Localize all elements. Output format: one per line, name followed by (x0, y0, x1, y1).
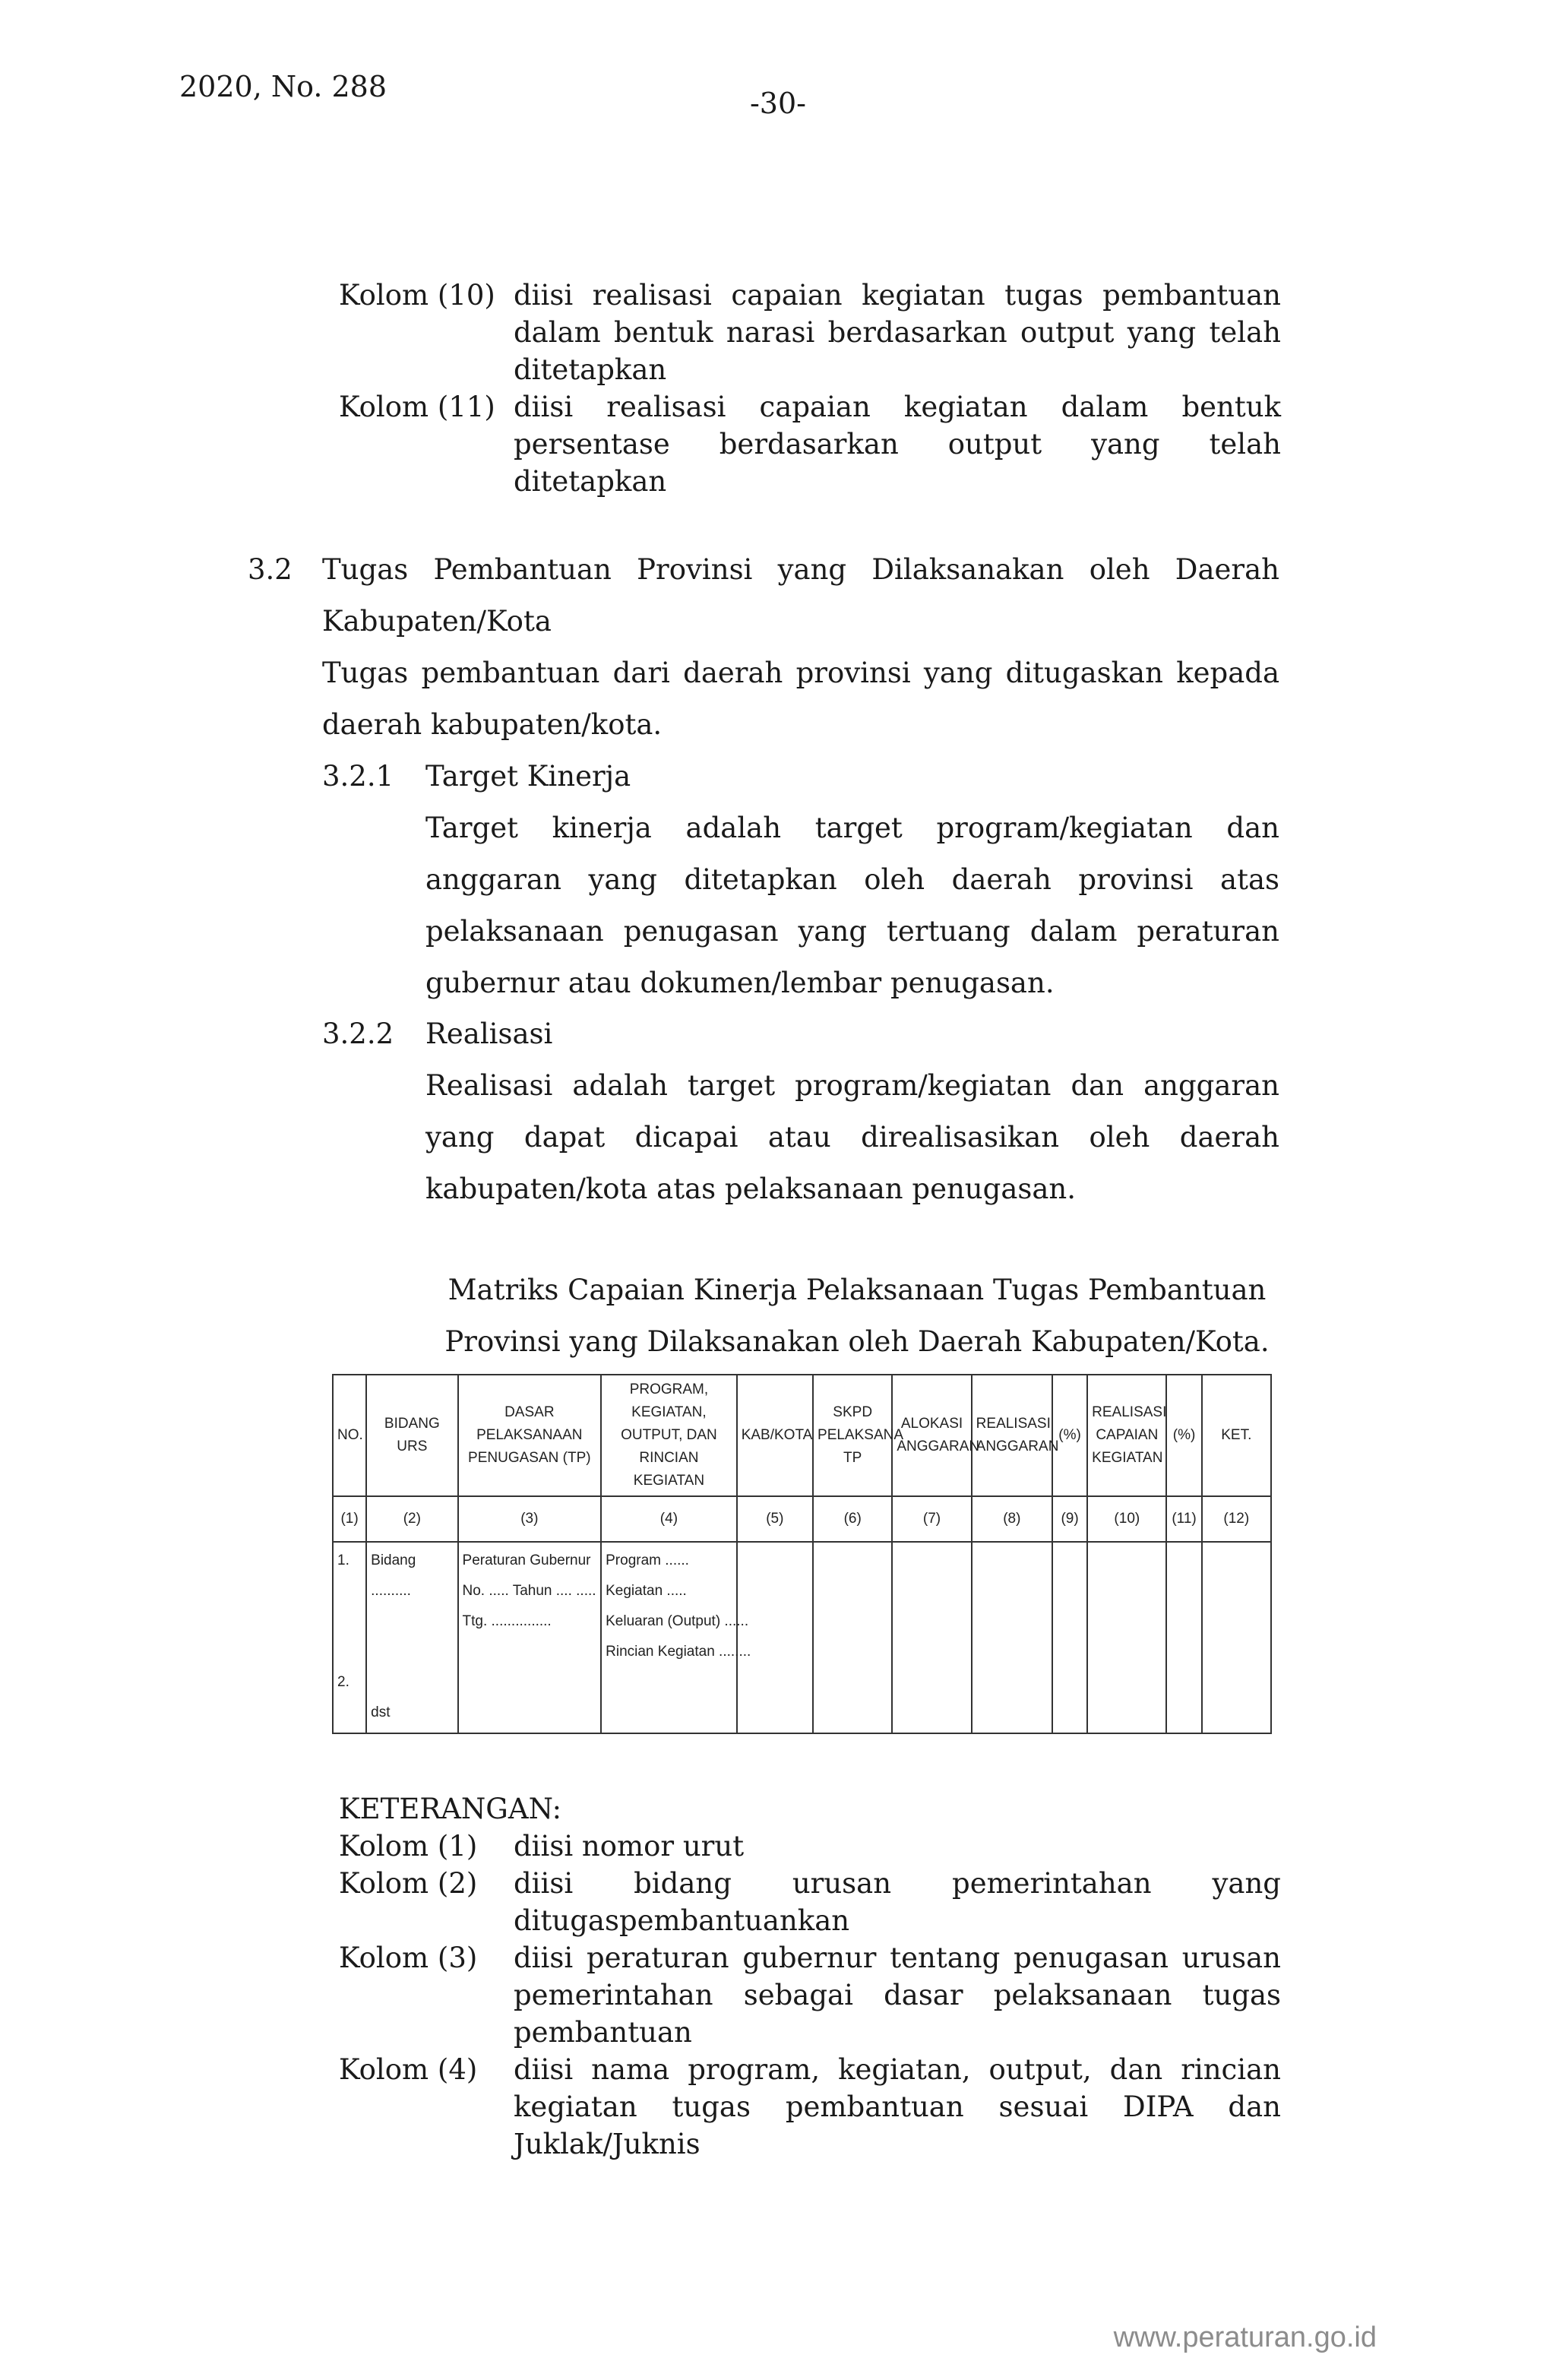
section-intro: Tugas pembantuan dari daerah provinsi yang ditugaskan kepada daerah kabupaten/kota. (322, 657, 1279, 741)
header-cell: SKPD PELAKSANA TP (813, 1375, 892, 1496)
column-number-cell: (7) (892, 1496, 971, 1542)
bidang-value: dst (371, 1704, 391, 1720)
empty-cell (1202, 1542, 1271, 1733)
header-cell: DASAR PELAKSANAAN PENUGASAN (TP) (458, 1375, 602, 1496)
website-link[interactable]: www.peraturan.go.id (1113, 2321, 1377, 2353)
matrix-caption-line1: Matriks Capaian Kinerja Pelaksanaan Tugas Pembantuan (448, 1274, 1267, 1306)
column-number-cell: (9) (1052, 1496, 1087, 1542)
column-number-cell: (11) (1166, 1496, 1201, 1542)
header-cell: NO. (333, 1375, 366, 1496)
keterangan-desc: diisi peraturan gubernur tentang penugasan urusan pemerintahan sebagai dasar pelaksanaan tugas pembantuan (514, 1942, 1281, 2049)
dasar-cell (458, 1542, 602, 1733)
subsection-number: 3.2.2 (322, 1018, 394, 1050)
program-line: Keluaran (Output) ...... (606, 1613, 749, 1629)
matrix-header-row (333, 1375, 1271, 1496)
column-desc: diisi realisasi capaian kegiatan dalam bentuk persentase berdasarkan output yang telah ditetapkan (514, 391, 1281, 498)
keterangan-term: Kolom (1) (339, 1830, 478, 1863)
empty-cell (737, 1542, 813, 1733)
column-number-cell: (1) (333, 1496, 366, 1542)
empty-cell (1166, 1542, 1201, 1733)
program-line: Kegiatan ..... (606, 1583, 687, 1599)
matrix-column-number-row (333, 1496, 1271, 1542)
page-number: -30- (749, 87, 807, 120)
column-number-cell: (12) (1202, 1496, 1271, 1542)
row-number: 2. (337, 1674, 349, 1690)
column-number-cell: (4) (601, 1496, 737, 1542)
keterangan-title: KETERANGAN: (339, 1793, 562, 1825)
empty-cell (1087, 1542, 1166, 1733)
header-cell: ALOKASI ANGGARAN (892, 1375, 971, 1496)
section-title: Tugas Pembantuan Provinsi yang Dilaksanakan oleh Daerah Kabupaten/Kota (322, 553, 1279, 638)
column-term: Kolom (11) (339, 391, 495, 423)
subsection-text: Realisasi adalah target program/kegiatan dan anggaran yang dapat dicapai atau direalisasikan oleh daerah kabupaten/kota atas pelaksanaan penugasan. (425, 1069, 1279, 1205)
column-number-cell: (6) (813, 1496, 892, 1542)
keterangan-desc: diisi nomor urut (514, 1830, 745, 1863)
empty-cell (892, 1542, 971, 1733)
bidang-value: Bidang .......... (371, 1552, 416, 1599)
subsection-number: 3.2.1 (322, 760, 394, 793)
subsection-text: Target kinerja adalah target program/kegiatan dan anggaran yang ditetapkan oleh daerah provinsi atas pelaksanaan penugasan yang tertuang dalam peraturan gubernur atau dokumen/lembar penugasan. (425, 812, 1279, 999)
header-cell: REALISASI CAPAIAN KEGIATAN (1087, 1375, 1166, 1496)
document-number: 2020, No. 288 (179, 70, 387, 103)
column-desc: diisi realisasi capaian kegiatan tugas pembantuan dalam bentuk narasi berdasarkan output yang telah ditetapkan (514, 279, 1281, 386)
program-cell (601, 1542, 751, 1733)
keterangan-term: Kolom (2) (339, 1867, 478, 1900)
column-number-cell: (8) (972, 1496, 1052, 1542)
header-cell: PROGRAM, KEGIATAN, OUTPUT, DAN RINCIAN KEGIATAN (601, 1375, 737, 1496)
program-line: Rincian Kegiatan ........ (606, 1644, 751, 1660)
bidang-cell (366, 1542, 457, 1733)
empty-cell (1052, 1542, 1087, 1733)
header-cell: (%) (1052, 1375, 1087, 1496)
section-number: 3.2 (248, 553, 293, 586)
column-number-cell: (10) (1087, 1496, 1166, 1542)
subsection-title: Realisasi (425, 1018, 553, 1050)
empty-cell (972, 1542, 1052, 1733)
row-number-cell (333, 1542, 366, 1733)
keterangan-term: Kolom (3) (339, 1942, 478, 1974)
header-cell: BIDANG URS (366, 1375, 457, 1496)
keterangan-desc: diisi nama program, kegiatan, output, dan rincian kegiatan tugas pembantuan sesuai DIPA dan Juklak/Juknis (514, 2053, 1281, 2160)
subsection-title: Target Kinerja (425, 760, 631, 793)
header-cell: KAB/KOTA (737, 1375, 813, 1496)
keterangan-desc: diisi bidang urusan pemerintahan yang ditugaspembantuankan (514, 1867, 1281, 1937)
column-number-cell: (2) (366, 1496, 457, 1542)
column-number-cell: (3) (458, 1496, 602, 1542)
matrix-table (332, 1374, 1272, 1734)
column-number-cell: (5) (737, 1496, 813, 1542)
matrix-body-row (333, 1542, 1271, 1733)
header-cell: REALISASI ANGGARAN (972, 1375, 1052, 1496)
dasar-line: No. ..... Tahun .... ..... (462, 1583, 596, 1599)
empty-cell (813, 1542, 892, 1733)
header-cell: KET. (1202, 1375, 1271, 1496)
dasar-line: Ttg. ............... (462, 1613, 552, 1629)
dasar-line: Peraturan Gubernur (462, 1552, 591, 1568)
program-line: Program ...... (606, 1552, 689, 1568)
matrix-caption-line2: Provinsi yang Dilaksanakan oleh Daerah Kabupaten/Kota. (444, 1325, 1270, 1358)
row-number: 1. (337, 1552, 349, 1568)
column-term: Kolom (10) (339, 279, 495, 312)
keterangan-term: Kolom (4) (339, 2053, 478, 2086)
header-cell: (%) (1166, 1375, 1201, 1496)
